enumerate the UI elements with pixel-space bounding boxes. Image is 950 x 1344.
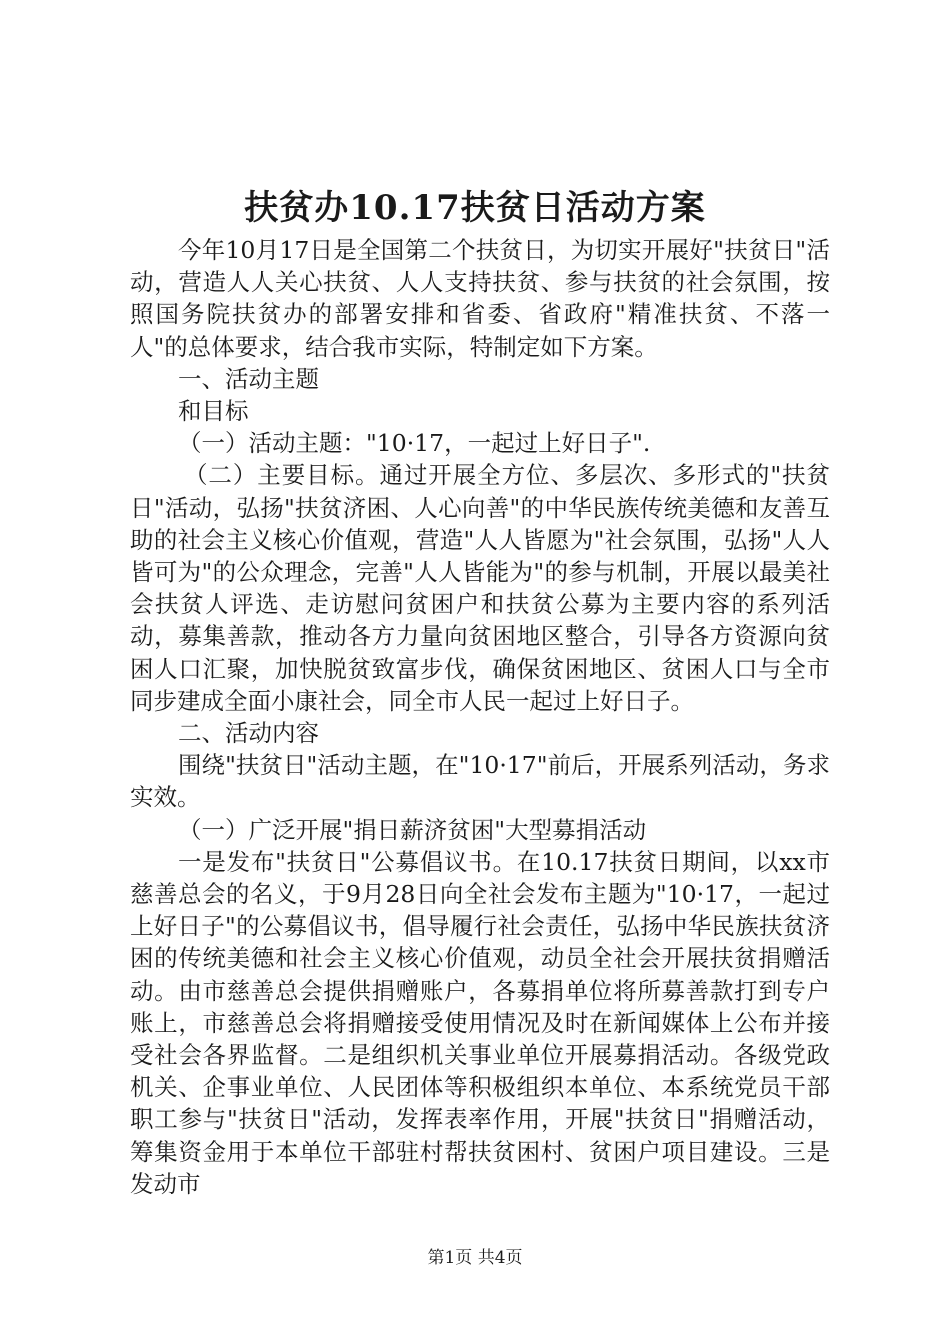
document-title: 扶贫办10.17扶贫日活动方案 (244, 188, 706, 228)
donation-details-paragraph: 一是发布"扶贫日"公募倡议书。在10.17扶贫日期间，以xx市慈善总会的名义，于9月28日向全社会发布主题为"10·17，一起过上好日子"的公募倡议书，倡导履行社会责任，弘扬中华民族扶贫济困的传统美德和社会主义核心价值观，动员全社会开展扶贫捐赠活动。由市慈善总会提供捐赠账户，各募捐单位将所募善款打到专户账上，市慈善总会将捐赠接受使用情况及时在新闻媒体上公布并接受社会各界监督。二是组织机关事业单位开展募捐活动。各级党政机关、企事业单位、人民团体等积极组织本单位、本系统党员干部职工参与"扶贫日"活动，发挥表率作用，开展"扶贫日"捐赠活动，筹集资金用于本单位干部驻村帮扶贫困村、贫困户项目建设。三是发动市 (130, 847, 830, 1198)
section-heading-1: 一、活动主题 (178, 364, 319, 393)
main-goals-paragraph: （二）主要目标。通过开展全方位、多层次、多形式的"扶贫日"活动，弘扬"扶贫济困、人心向善"的中华民族传统美德和友善互助的社会主义核心价值观，营造"人人皆愿为"社会氛围，弘扬"人人皆可为"的公众理念，完善"人人皆能为"的参与机制，开展以最美社会扶贫人评选、走访慰问贫困户和扶贫公募为主要内容的系列活动，募集善款，推动各方力量向贫困地区整合，引导各方资源向贫困人口汇聚，加快脱贫致富步伐，确保贫困地区、贫困人口与全市同步建成全面小康社会，同全市人民一起过上好日子。 (130, 461, 830, 715)
subsection-heading-donation: （一）广泛开展"捐日薪济贫困"大型募捐活动 (178, 815, 647, 844)
page-number-footer: 第1页 共4页 (427, 1248, 523, 1268)
section-heading-1-continued: 和目标 (178, 397, 249, 426)
activity-content-intro-paragraph: 围绕"扶贫日"活动主题，在"10·17"前后，开展系列活动，务求实效。 (130, 751, 830, 812)
activity-theme-paragraph: （一）活动主题："10·17，一起过上好日子". (178, 429, 651, 458)
document-body (130, 234, 830, 1200)
section-heading-2: 二、活动内容 (178, 719, 319, 748)
intro-paragraph: 今年10月17日是全国第二个扶贫日，为切实开展好"扶贫日"活动，营造人人关心扶贫、人人支持扶贫、参与扶贫的社会氛围，按照国务院扶贫办的部署安排和省委、省政府"精准扶贫、不落一人"的总体要求，结合我市实际，特制定如下方案。 (130, 236, 830, 361)
